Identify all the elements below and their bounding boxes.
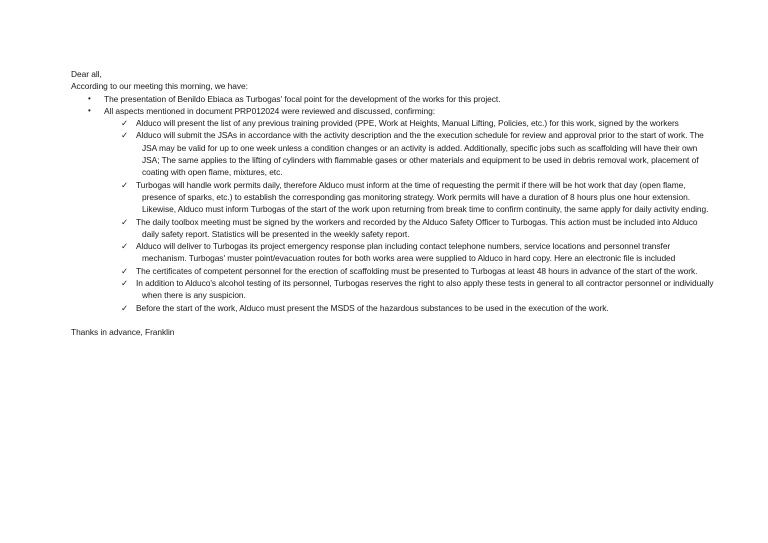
bullet-text: The presentation of Benildo Ebiaca as Turbogas' focal point for the development of the works for this project. — [104, 93, 501, 104]
check-item — [104, 117, 721, 129]
signoff: Thanks in advance, Franklin — [71, 326, 175, 337]
check-item — [104, 129, 721, 178]
intro-line: According to our meeting this morning, we have: — [71, 81, 248, 92]
bullet-list — [71, 93, 721, 314]
bullet-icon: • — [88, 105, 91, 115]
check-item — [104, 240, 721, 265]
checkmark-icon: ✓ — [121, 278, 128, 289]
check-text: In addition to Alduco's alcohol testing of its personnel, Turbogas reserves the right to also apply these tests in general to all contractor personnel or individually when there is any suspicion. — [136, 278, 714, 301]
check-item — [104, 179, 721, 216]
check-item — [104, 216, 721, 241]
check-text: Alduco will deliver to Turbogas its project emergency response plan including contact telephone numbers, service locations and personnel transfer mechanism. Turbogas' muster point/evacuation routes for both works area were supplied to Alduco in hard copy. Here an electronic file is included — [136, 241, 676, 264]
bullet-text: All aspects mentioned in document PRP012024 were reviewed and discussed, confirming: — [104, 105, 435, 116]
check-list — [104, 117, 721, 314]
checkmark-icon: ✓ — [121, 130, 128, 141]
check-text: The daily toolbox meeting must be signed by the workers and recorded by the Alduco Safety Officer to Turbogas. This action must be included into Alduco daily safety report. Statistics will be presented in the weekly safety report. — [136, 216, 698, 239]
check-item — [104, 265, 721, 277]
bullet-item — [71, 105, 721, 314]
checkmark-icon: ✓ — [121, 302, 128, 313]
check-text: Turbogas will handle work permits daily, therefore Alduco must inform at the time of requesting the permit if there will be hot work that day (open flame, presence of sparks, etc.) to establish the corresponding gas monitoring strategy. Work permits will have a duration of 8 hours plus one hour extension. Likewise, Alduco must inform Turbogas of the start of the work upon returning from break time to confirm continuity, the same apply for daily activity ending. — [136, 179, 709, 215]
check-text: Alduco will submit the JSAs in accordance with the activity description and the the execution schedule for review and approval prior to the start of work. The JSA may be valid for up to one week unless a condition changes or an activity is added. Additionally, specific jobs such as scaffolding will have their own JSA; The same applies to the lifting of cylinders with flammable gases or other materials and equipment to be used in debris removal work, placement of coating with open flame, mixtures, etc. — [136, 130, 704, 178]
check-item — [104, 277, 721, 302]
email-body — [71, 68, 721, 338]
check-text: The certificates of competent personnel for the erection of scaffolding must be presented to Turbogas at least 48 hours in advance of the start of the work. — [136, 265, 698, 276]
checkmark-icon: ✓ — [121, 241, 128, 252]
check-text: Alduco will present the list of any previous training provided (PPE, Work at Heights, Manual Lifting, Policies, etc.) for this work, signed by the workers — [136, 118, 679, 129]
checkmark-icon: ✓ — [121, 118, 128, 129]
checkmark-icon: ✓ — [121, 265, 128, 276]
checkmark-icon: ✓ — [121, 179, 128, 190]
bullet-icon: • — [88, 93, 91, 103]
check-text: Before the start of the work, Alduco must present the MSDS of the hazardous substances to be used in the execution of the work. — [136, 302, 609, 313]
bullet-item — [71, 93, 721, 105]
greeting: Dear all, — [71, 69, 102, 79]
check-item — [104, 302, 721, 314]
checkmark-icon: ✓ — [121, 216, 128, 227]
